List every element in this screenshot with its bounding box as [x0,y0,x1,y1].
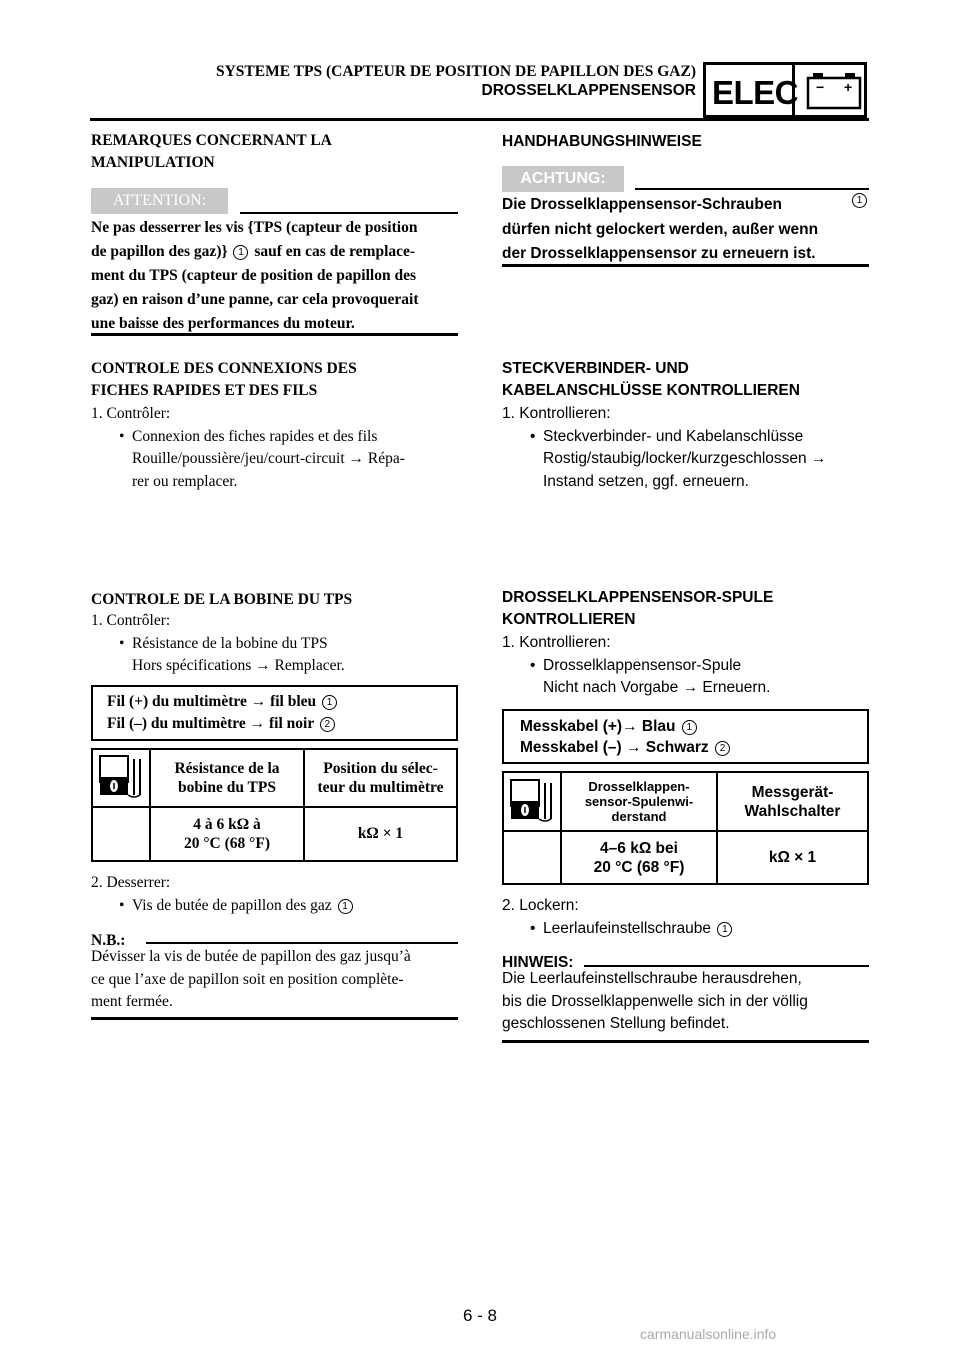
de-probe-box [502,709,869,764]
de-connections-bullet-line3: Instand setzen, ggf. erneuern. [543,472,749,490]
battery-plus: + [844,79,853,95]
fr-loosen-steps [91,872,458,917]
fr-spec-header-resistance: Résistance de la bobine du TPS [174,760,280,796]
fr-connections-step1: 1. Contrôler: [91,405,171,422]
de-connections-heading [502,358,869,402]
de-hinweis-line1: Die Leerlaufeinstellschraube herausdrehen, [502,970,802,987]
fr-spec-header-selector: Position du sélec- teur du multimètre [317,760,444,796]
fr-coil-bullet-line2: Hors spécifications → Remplacer. [132,657,345,674]
fr-remarks-heading-line2: MANIPULATION [91,154,215,171]
de-hinweis-line3: geschlossenen Stellung befindet. [502,1015,730,1032]
fr-nb-end-rule [91,1017,458,1020]
de-achtung-end-rule [502,264,869,267]
fr-loosen-bullet: • Vis de butée de papillon des gaz 1 [91,895,458,918]
header-title-de: DROSSELKLAPPENSENSOR [481,82,696,99]
fr-nb-text [91,946,458,1014]
fr-probe-line1: Fil (+) du multimètre → fil bleu 1 [107,691,456,713]
fr-loosen-step2: 2. Desserrer: [91,874,171,891]
fr-connections-bullet-line3: rer ou remplacer. [132,472,238,490]
fr-connections-bullet-line2: Rouille/poussière/jeu/court-circuit → Répa- [132,450,405,467]
ref-1-icon: 1 [233,245,248,260]
ref-2-icon: 2 [715,741,730,756]
elec-label: ELEC [712,74,799,111]
header-title-fr: SYSTEME TPS (CAPTEUR DE POSITION DE PAPILLON DES GAZ) [215,63,696,80]
de-loosen-bullet: • Leerlaufeinstellschraube 1 [502,918,869,941]
elec-badge-divider [792,62,795,118]
fr-nb-line2: ce que l’axe de papillon soit en position complète- [91,970,404,988]
ref-1-icon: 1 [322,695,337,710]
de-achtung-line3: der Drosselklappensensor zu erneuern ist. [502,245,816,262]
fr-attention-line1: Ne pas desserrer les vis {TPS (capteur de position [91,219,418,236]
de-spec-header-resistance: Drosselklappen- sensor-Spulenwi- derstand [584,779,694,824]
ref-1-icon: 1 [338,899,353,914]
fr-attention-end-rule [91,333,458,336]
fr-connections-bullet: • Connexion des fiches rapides et des fils [91,426,458,449]
fr-attention-line5: une baisse des performances du moteur. [91,315,355,332]
de-achtung-tag-rule [635,188,869,190]
de-coil-heading-line2: KONTROLLIEREN [502,611,636,628]
fr-spec-value-selector: kΩ × 1 [357,825,404,842]
fr-connections-heading-line1: CONTROLE DES CONNEXIONS DES [91,360,357,377]
de-loosen-step2: 2. Lockern: [502,897,579,914]
fr-remarks-heading [91,130,458,174]
fr-nb-tag: N.B.: [91,932,126,949]
fr-coil-bullet: • Résistance de la bobine du TPS [91,633,458,656]
fr-coil-step1: 1. Contrôler: [91,612,171,629]
de-connections-heading-line2: KABELANSCHLÜSSE KONTROLLIEREN [502,382,800,399]
page-number: 6 - 8 [462,1306,498,1325]
fr-attention-line4: gaz) en raison d’une panne, car cela provoquerait [91,291,419,308]
fr-probe-box [91,685,458,741]
de-coil-heading-line1: DROSSELKLAPPENSENSOR-SPULE [502,589,774,606]
de-loosen-steps [502,895,869,940]
de-hinweis-text [502,968,869,1036]
fr-connections-heading [91,358,458,402]
battery-minus: − [816,79,825,95]
multimeter-icon [510,779,554,823]
de-connections-bullet: • Steckverbinder- und Kabelanschlüsse [502,426,869,449]
fr-remarks-heading-line1: REMARQUES CONCERNANT LA [91,132,332,149]
de-hinweis-line2: bis die Drosselklappenwelle sich in der völlig [502,992,808,1010]
fr-attention-text [91,216,458,336]
header-rule [90,118,869,121]
de-achtung-line2: dürfen nicht gelockert werden, außer wenn [502,220,819,238]
de-handling-heading: HANDHABUNGSHINWEISE [502,133,702,150]
de-achtung-line1: Die Drosselklappensensor-Schrauben 1 [502,193,869,218]
de-hinweis-end-rule [502,1040,869,1043]
de-achtung-tag: ACHTUNG: [502,166,624,192]
fr-nb-line1: Dévisser la vis de butée de papillon des gaz jusqu’à [91,948,411,965]
fr-nb-line3: ment fermée. [91,993,173,1010]
ref-1-icon: 1 [717,922,732,937]
fr-attention-tag: ATTENTION: [91,188,228,214]
fr-coil-steps [91,610,458,678]
de-coil-bullet-line2: Nicht nach Vorgabe → Erneuern. [543,679,771,696]
watermark: carmanualsonline.info [640,1326,777,1342]
de-connections-heading-line1: STECKVERBINDER- UND [502,360,689,377]
fr-connections-heading-line2: FICHES RAPIDES ET DES FILS [91,382,318,399]
de-connections-steps [502,403,869,493]
de-hinweis-tag-rule [584,965,869,967]
de-connections-step1: 1. Kontrollieren: [502,405,611,422]
fr-spec-value-resistance: 4 à 6 kΩ à 20 °C (68 °F) [183,816,270,852]
multimeter-icon [99,755,143,799]
de-probe-line1: Messkabel (+)→ Blau 1 [520,716,867,737]
fr-attention-tag-rule [240,212,458,214]
de-achtung-text [502,193,869,267]
de-connections-bullet-line2: Rostig/staubig/locker/kurzgeschlossen → [543,450,827,467]
fr-attention-line3: ment du TPS (capteur de position de papillon des [91,267,416,284]
de-coil-bullet: • Drosselklappensensor-Spule [502,655,869,678]
de-coil-heading [502,587,869,631]
de-probe-line2: Messkabel (–) → Schwarz 2 [520,737,867,758]
de-spec-value-selector: kΩ × 1 [768,848,817,866]
fr-attention-line2: de papillon des gaz)} 1 sauf en cas de remplace- [91,243,416,260]
de-spec-value-resistance: 4–6 kΩ bei 20 °C (68 °F) [593,839,685,876]
de-coil-step1: 1. Kontrollieren: [502,634,611,651]
ref-1-icon: 1 [852,193,867,208]
de-spec-header-selector: Messgerät- Wahlschalter [744,783,841,820]
fr-nb-tag-rule [146,942,458,944]
fr-coil-heading: CONTROLE DE LA BOBINE DU TPS [91,591,353,608]
ref-2-icon: 2 [320,717,335,732]
fr-connections-steps [91,403,458,493]
battery-icon [806,70,862,110]
de-coil-steps [502,632,869,700]
fr-probe-line2: Fil (–) du multimètre → fil noir 2 [107,713,456,735]
ref-1-icon: 1 [682,720,697,735]
de-hinweis-tag: HINWEIS: [502,954,574,971]
